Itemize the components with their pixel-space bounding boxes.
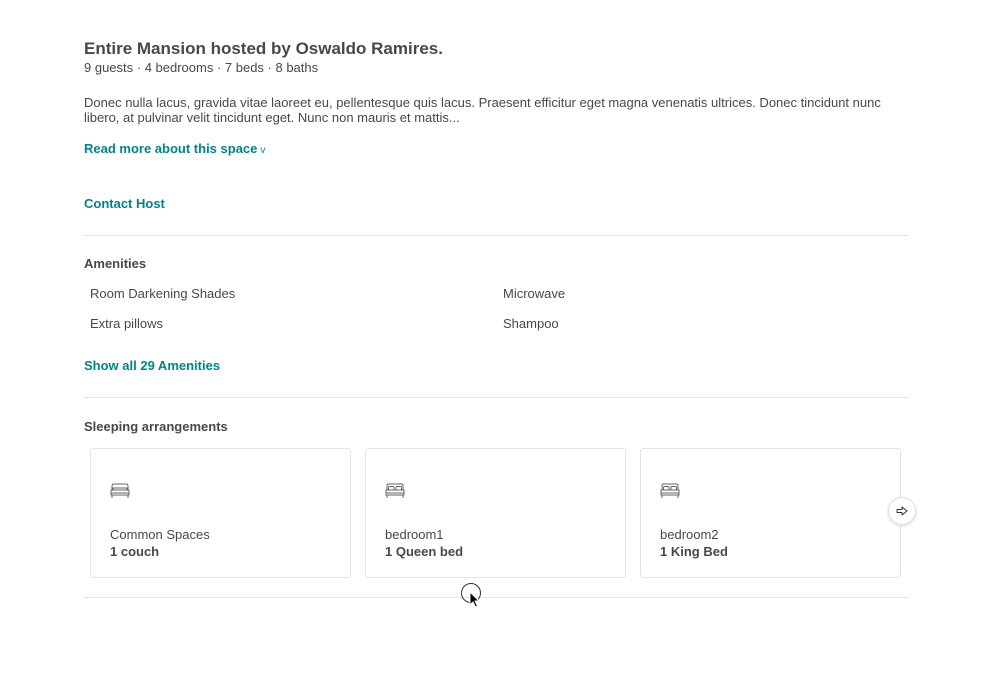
section-divider — [84, 597, 909, 598]
listing-description: Donec nulla lacus, gravida vitae laoreet eu, pellentesque quis lacus. Praesent efficitur eget magna venenatis ultrices. Donec tincidunt nunc libero, at pulvinar velit tincidunt eget. Nunc non mauris et mattis... — [84, 95, 881, 125]
room-beds: 1 King Bed — [660, 544, 728, 559]
next-rooms-button[interactable] — [888, 497, 916, 525]
amenities-heading: Amenities — [84, 256, 147, 271]
room-card-common-spaces[interactable] — [90, 448, 351, 578]
read-more-link[interactable] — [84, 141, 265, 156]
room-name: bedroom1 — [385, 527, 444, 542]
sleeping-cards — [90, 448, 909, 579]
arrow-right-icon — [896, 506, 908, 516]
listing-details — [84, 38, 909, 579]
room-card-bedroom2[interactable] — [640, 448, 901, 578]
amenity-item: Room Darkening Shades — [90, 286, 236, 301]
listing-summary: 9 guests · 4 bedrooms · 7 beds · 8 baths — [84, 60, 319, 75]
amenity-item: Microwave — [503, 286, 566, 301]
section-divider — [84, 235, 909, 236]
room-name: bedroom2 — [660, 527, 719, 542]
room-card-bedroom1[interactable] — [365, 448, 626, 578]
listing-title: Entire Mansion hosted by Oswaldo Ramires. — [84, 39, 443, 58]
room-beds: 1 couch — [110, 544, 160, 559]
show-all-amenities-link[interactable]: Show all 29 Amenities — [84, 358, 221, 373]
read-more-label: Read more about this space — [84, 141, 258, 156]
bed-icon — [385, 483, 405, 499]
room-name: Common Spaces — [110, 527, 210, 542]
room-beds: 1 Queen bed — [385, 544, 464, 559]
bed-icon — [660, 483, 680, 499]
sleeping-arrangements-heading: Sleeping arrangements — [84, 419, 228, 434]
mouse-cursor-icon — [460, 583, 484, 611]
section-divider — [84, 397, 909, 398]
contact-host-link[interactable]: Contact Host — [84, 196, 165, 211]
amenity-item: Shampoo — [503, 316, 559, 331]
amenity-item: Extra pillows — [90, 316, 163, 331]
couch-icon — [110, 483, 130, 499]
amenities-list — [84, 287, 909, 347]
chevron-down-icon: v — [260, 145, 266, 156]
